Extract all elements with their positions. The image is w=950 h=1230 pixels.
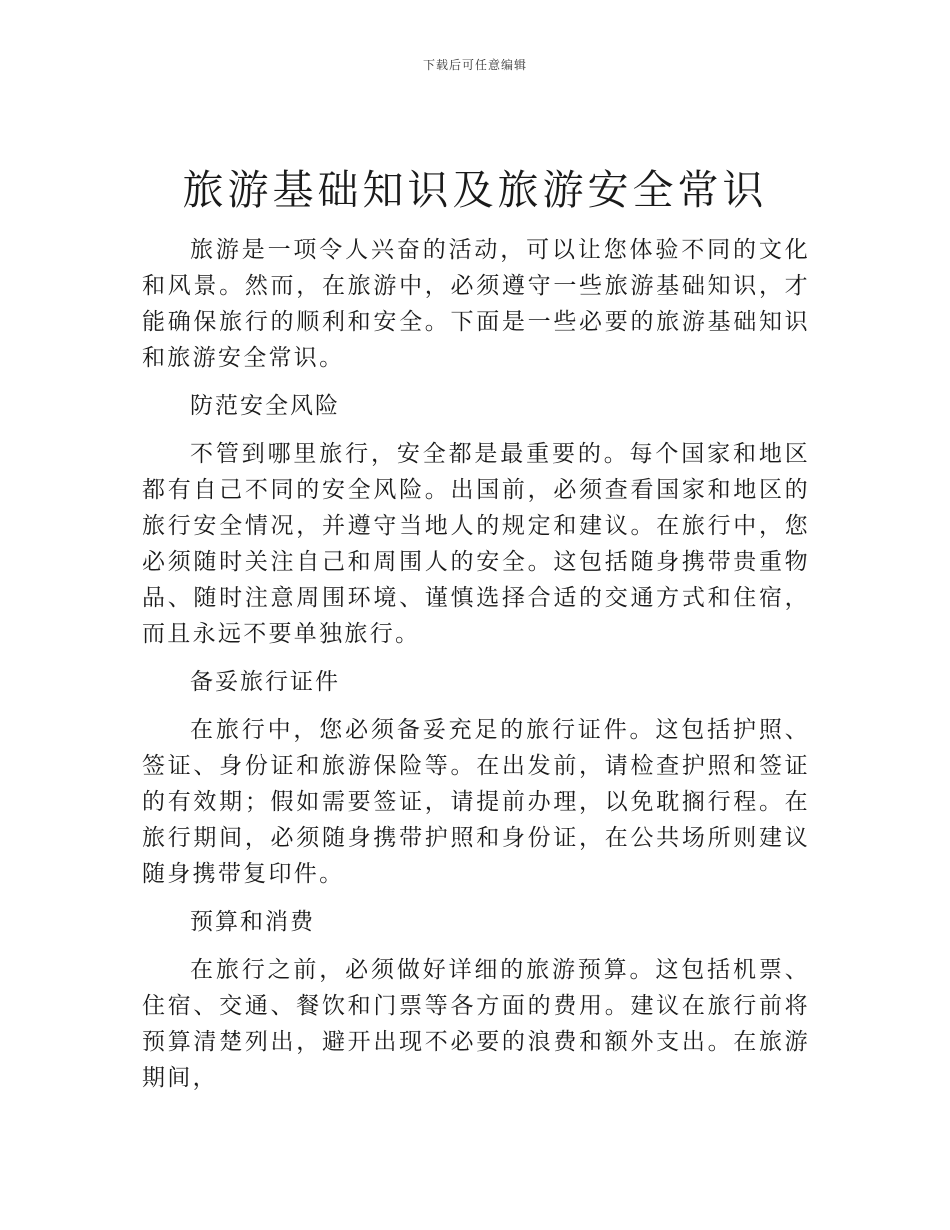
- section-body-safety-risk: 不管到哪里旅行，安全都是最重要的。每个国家和地区都有自己不同的安全风险。出国前，必须查看国家和地区的旅行安全情况，并遵守当地人的规定和建议。在旅行中，您必须随时关注自己和周围人的安全。这包括随身携带贵重物品、随时注意周围环境、谨慎选择合适的交通方式和住宿，而且永远不要单独旅行。: [142, 441, 810, 647]
- document-title: 旅游基础知识及旅游安全常识: [182, 166, 768, 214]
- section-body-budget: 在旅行之前，必须做好详细的旅游预算。这包括机票、住宿、交通、餐饮和门票等各方面的费用。建议在旅行前将预算清楚列出，避开出现不必要的浪费和额外支出。在旅游期间，: [142, 957, 810, 1091]
- document-body: [142, 232, 810, 1108]
- intro-paragraph: 旅游是一项令人兴奋的活动，可以让您体验不同的文化和风景。然而，在旅游中，必须遵守一些旅游基础知识，才能确保旅行的顺利和安全。下面是一些必要的旅游基础知识和旅游安全常识。: [142, 237, 810, 371]
- section-heading-travel-documents: 备妥旅行证件: [190, 669, 340, 695]
- section-heading-budget: 预算和消费: [190, 909, 315, 935]
- section-heading-safety-risk: 防范安全风险: [190, 393, 340, 419]
- page-header: 下载后可任意编辑: [422, 58, 527, 72]
- section-body-travel-documents: 在旅行中，您必须备妥充足的旅行证件。这包括护照、签证、身份证和旅游保险等。在出发前，请检查护照和签证的有效期；假如需要签证，请提前办理，以免耽搁行程。在旅行期间，必须随身携带护照和身份证，在公共场所则建议随身携带复印件。: [142, 717, 810, 887]
